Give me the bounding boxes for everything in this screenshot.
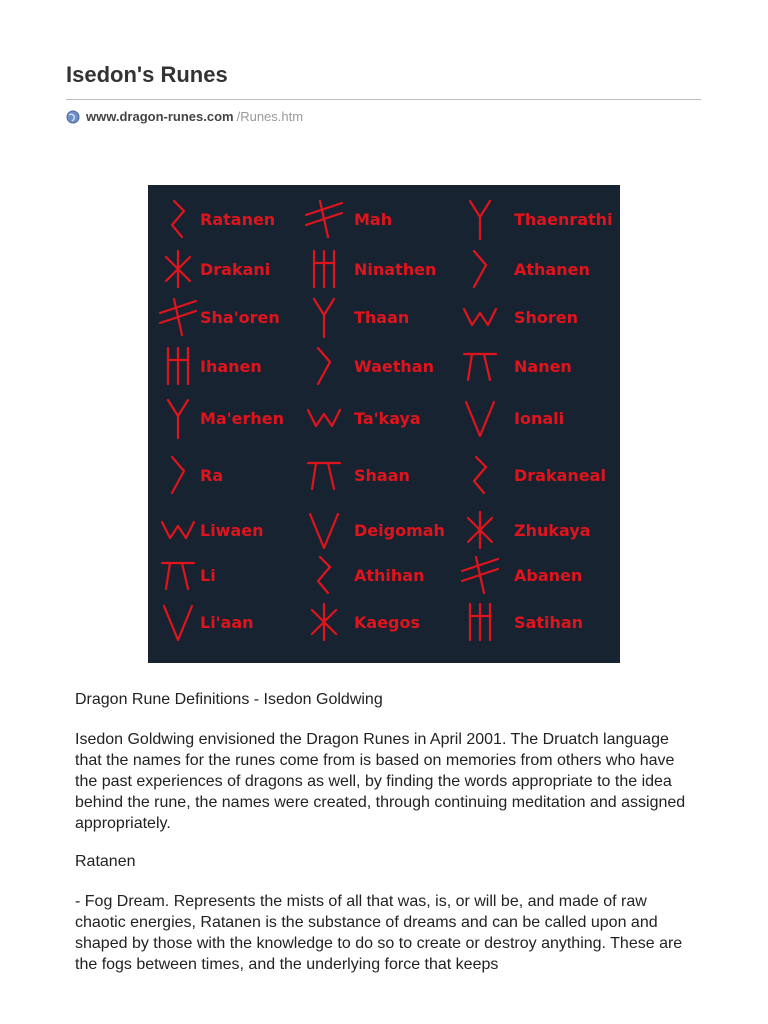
rune-label-ionali: Ionali <box>514 409 565 428</box>
title-divider <box>66 99 701 100</box>
rune-glyph-li <box>162 563 194 589</box>
rune-glyph-liaan <box>164 606 192 640</box>
rune-label-liwaen: Liwaen <box>200 521 264 540</box>
rune-glyph-deigomah <box>310 514 338 548</box>
rune-glyph-thaenrathi <box>470 201 490 239</box>
rune-glyph-athihan <box>318 557 330 593</box>
rune-labels <box>200 210 613 632</box>
page-title: Isedon's Runes <box>66 62 228 87</box>
rune-label-shaan: Shaan <box>354 466 410 485</box>
rune-glyph-kaegos <box>312 604 336 640</box>
rune-label-maerhen: Ma'erhen <box>200 409 284 428</box>
rune-label-mah: Mah <box>354 210 393 229</box>
rune-glyph-ihanen <box>168 348 188 384</box>
rune-glyph-drakani <box>166 251 190 287</box>
rune-glyph-abanen <box>462 557 498 593</box>
rune-label-thaan: Thaan <box>354 308 410 327</box>
dragon-runes-image <box>148 185 620 663</box>
rune-glyph-mah <box>306 201 342 237</box>
definitions-heading: Dragon Rune Definitions - Isedon Goldwing <box>75 691 383 708</box>
rune-glyph-athanen <box>474 251 486 287</box>
rune-glyph-ionali <box>466 402 494 436</box>
rune-label-drakani: Drakani <box>200 260 271 279</box>
rune-glyph-shaan <box>308 463 340 489</box>
rune-label-shoren: Shoren <box>514 308 579 327</box>
rune-label-nanen: Nanen <box>514 357 572 376</box>
rune-label-satihan: Satihan <box>514 613 584 632</box>
source-url[interactable] <box>66 109 303 124</box>
rune-glyph-thaan <box>314 299 334 337</box>
rune-label-ihanen: Ihanen <box>200 357 262 376</box>
rune-label-thaenrathi: Thaenrathi <box>514 210 613 229</box>
rune-glyph-ratanen <box>172 201 184 237</box>
rune-label-shaoren: Sha'oren <box>200 308 280 327</box>
rune-glyph-maerhen <box>168 400 188 438</box>
rune-glyph-liwaen <box>162 522 194 538</box>
rune-label-drakaneal: Drakaneal <box>514 466 606 485</box>
entry-heading: Ratanen <box>75 853 136 870</box>
rune-label-ra: Ra <box>200 466 224 485</box>
rune-label-takaya: Ta'kaya <box>354 409 421 428</box>
rune-label-waethan: Waethan <box>354 357 434 376</box>
rune-glyph-waethan <box>318 348 330 384</box>
intro-paragraph: Isedon Goldwing envisioned the Dragon Runes in April 2001. The Druatch language that the names for the runes come from is based on memories from others who have the past experiences of dragons as well, by finding the words appropriate to the idea behind the rune, the names were created, through continuing meditation and assigned appropriately. <box>75 731 686 832</box>
rune-label-ninathen: Ninathen <box>354 260 437 279</box>
globe-icon <box>66 110 80 124</box>
rune-label-zhukaya: Zhukaya <box>514 521 591 540</box>
rune-glyph-takaya <box>308 410 340 426</box>
url-domain[interactable]: www.dragon-runes.com <box>86 109 234 124</box>
rune-label-deigomah: Deigomah <box>354 521 445 540</box>
rune-label-li: Li <box>200 566 216 585</box>
rune-glyph-drakaneal <box>474 457 486 493</box>
rune-glyph-zhukaya <box>468 512 492 548</box>
entry-paragraph: - Fog Dream. Represents the mists of all that was, is, or will be, and made of raw chaotic energies, Ratanen is the substance of dreams and can be called upon and shaped by those with the knowledge to do so to create or destroy anything. These are the fogs between times, and the underlying force that keeps <box>75 893 683 973</box>
rune-label-kaegos: Kaegos <box>354 613 421 632</box>
url-path[interactable]: /Runes.htm <box>236 109 304 124</box>
rune-glyph-ra <box>172 457 184 493</box>
rune-label-ratanen: Ratanen <box>200 210 276 229</box>
rune-label-liaan: Li'aan <box>200 613 254 632</box>
rune-chart <box>148 185 620 663</box>
rune-glyph-nanen <box>464 354 496 380</box>
rune-label-athihan: Athihan <box>354 566 425 585</box>
rune-glyph-shoren <box>464 309 496 325</box>
rune-glyph-satihan <box>470 604 490 640</box>
rune-glyph-shaoren <box>160 299 196 335</box>
rune-label-athanen: Athanen <box>514 260 590 279</box>
rune-glyph-ninathen <box>314 251 334 287</box>
rune-label-abanen: Abanen <box>514 566 583 585</box>
